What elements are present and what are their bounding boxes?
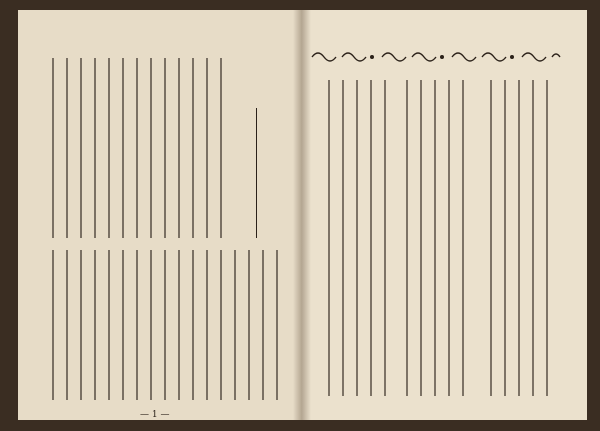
book-gutter <box>293 10 311 420</box>
left-page-number: — 1 — <box>140 410 170 420</box>
left-title-rule <box>256 108 257 238</box>
ornamental-border <box>308 46 566 68</box>
right-text-block <box>322 80 554 396</box>
left-upper-text-block <box>48 58 228 238</box>
left-lower-text-block <box>48 250 284 400</box>
